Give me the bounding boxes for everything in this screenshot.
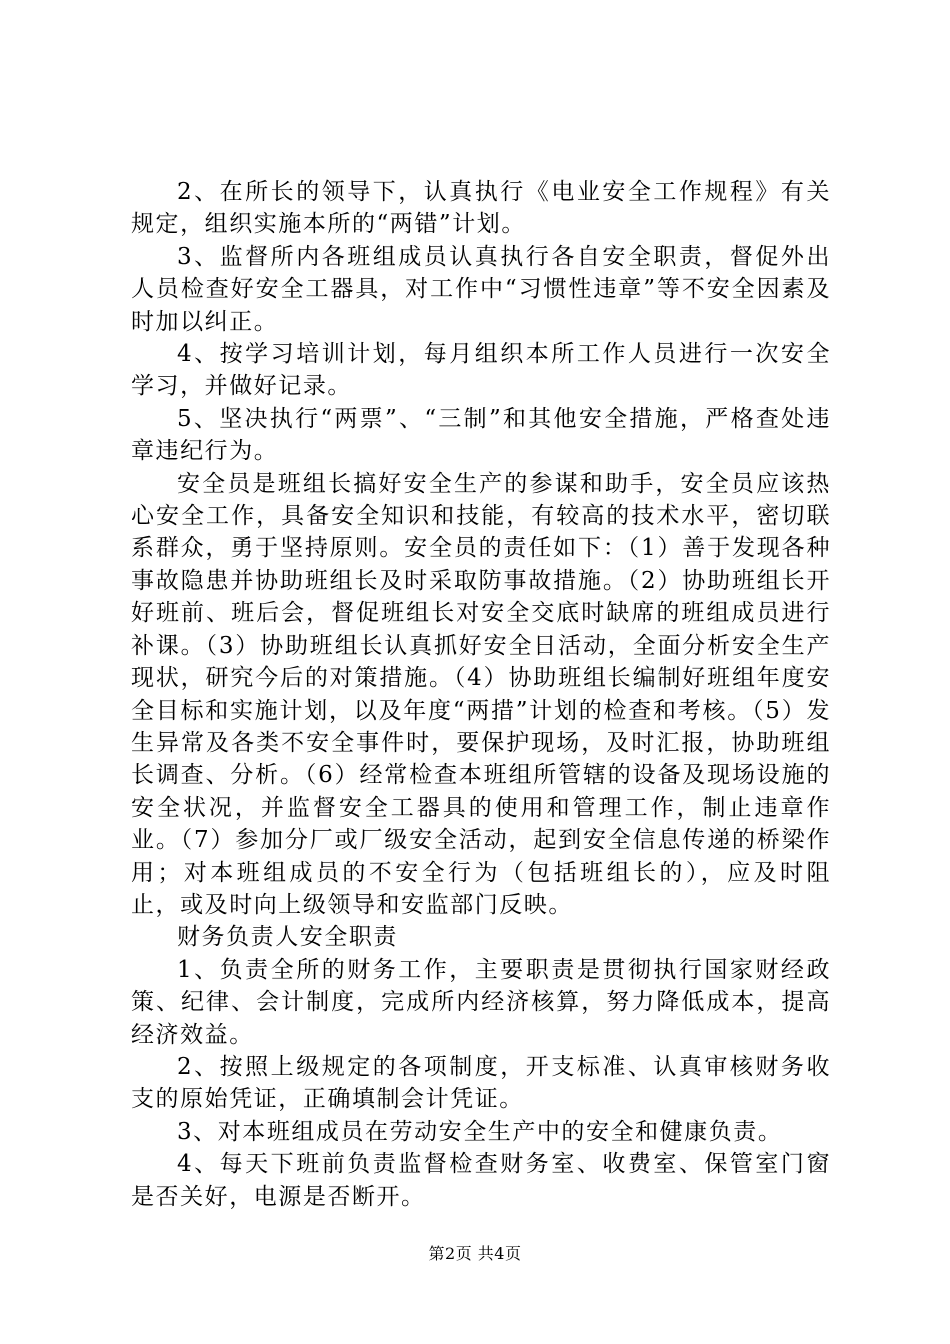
section-heading-finance: 财务负责人安全职责 (177, 924, 398, 951)
paragraph-item-5: 5、坚决执行“两票”、“三制”和其他安全措施，严格查处违章违纪行为。 (131, 405, 831, 465)
paragraph-safety-officer: 安全员是班组长搞好安全生产的参谋和助手，安全员应该热心安全工作，具备安全知识和技能，有较高的技术水平，密切联系群众，勇于坚持原则。安全员的责任如下：（1）善于发现各种事故隐患并协助班组长及时采取防事故措施。（2）协助班组长开好班前、班后会，督促班组长对安全交底时缺席的班组成员进行补课。（3）协助班组长认真抓好安全日活动，全面分析安全生产现状，研究今后的对策措施。（4）协助班组长编制好班组年度安全目标和实施计划，以及年度“两措”计划的检查和考核。（5）发生异常及各类不安全事件时，要保护现场，及时汇报，协助班组长调查、分析。（6）经常检查本班组所管辖的设备及现场设施的安全状况，并监督安全工器具的使用和管理工作，制止违章作业。（7）参加分厂或厂级安全活动，起到安全信息传递的桥梁作用；对本班组成员的不安全行为（包括班组长的），应及时阻止，或及时向上级领导和安监部门反映。 (131, 470, 831, 918)
paragraph-item-4: 4、按学习培训计划，每月组织本所工作人员进行一次安全学习，并做好记录。 (131, 341, 831, 400)
page-number-footer: 第2页 共4页 (428, 1244, 522, 1263)
document-body (131, 176, 831, 1213)
paragraph-item-2: 2、在所长的领导下，认真执行《电业安全工作规程》有关规定，组织实施本所的“两错”计划。 (131, 179, 831, 238)
finance-item-3: 3、对本班组成员在劳动安全生产中的安全和健康负责。 (177, 1118, 783, 1145)
finance-item-4: 4、每天下班前负责监督检查财务室、收费室、保管室门窗是否关好，电源是否断开。 (131, 1151, 831, 1210)
finance-item-2: 2、按照上级规定的各项制度，开支标准、认真审核财务收支的原始凭证，正确填制会计凭证。 (131, 1053, 831, 1113)
paragraph-item-3: 3、监督所内各班组成员认真执行各自安全职责，督促外出人员检查好安全工器具，对工作中“习惯性违章”等不安全因素及时加以纠正。 (131, 243, 831, 335)
finance-item-1: 1、负责全所的财务工作，主要职责是贯彻执行国家财经政策、纪律、会计制度，完成所内经济核算，努力降低成本，提高经济效益。 (131, 956, 831, 1048)
